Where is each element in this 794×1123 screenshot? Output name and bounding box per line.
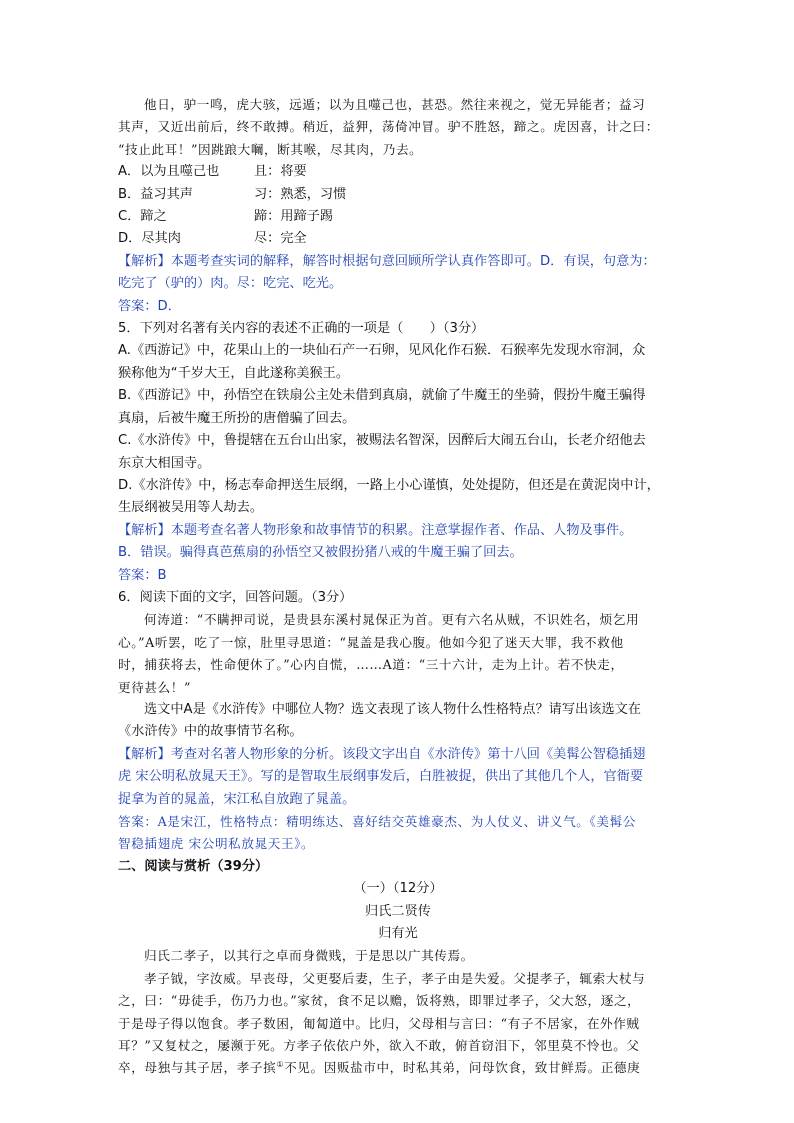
question-line: 《水浒传》中的故事情节名称。 [118, 724, 303, 740]
passage-fragment: 卒，母独与其子居，孝子摈 [118, 1060, 277, 1076]
passage-line [118, 1057, 678, 1079]
option-line: B.《西游记》中，孙悟空在铁扇公主处未借到真扇，就偷了牛魔王的坐骑，假扮牛魔王骗得 [118, 388, 646, 404]
question-stem: 6．阅读下面的文字，回答问题。（3分） [118, 589, 353, 605]
passage-line: 于是母子得以饱食。孝子数困，匍匐道中。比归，父母相与言曰：“有子不居家，在外作贼 [118, 1015, 640, 1031]
passage-line: 他日，驴一鸣，虎大骇，远遁；以为且噬己也，甚恐。然往来视之，觉无异能者；益习 [144, 97, 646, 112]
option-line: A.《西游记》中，花果山上的一块仙石产一石卵，见风化作石猴．石猴率先发现水帘洞，众 [118, 343, 646, 359]
answer-line: 答案：A是宋江，性格特点：精明练达、喜好结交英雄豪杰、为人仗义、讲义气。《美髯公 [118, 814, 636, 829]
question-stem: 5．下列对名著有关内容的表述不正确的一项是（ ）（3分） [118, 321, 485, 337]
passage-fragment: 不见。因贩盐市中，时私其弟，问母饮食，致甘鲜焉。正德庚 [284, 1060, 641, 1076]
answer-line: 答案：D． [118, 298, 181, 314]
analysis-line: 吃完了（驴的）肉。尽：吃完、吃光。 [118, 276, 343, 292]
option-line: D.《水浒传》中，杨志奉命押送生辰纲，一路上小心谨慎，处处提防，但还是在黄泥岗中计， [118, 477, 660, 493]
option-text: D．尽其肉 [118, 231, 181, 247]
passage-line: 之，曰：“毋徒手，伤乃力也。”家贫，食不足以赡，饭将熟，即罪过孝子，父大怒，逐之， [118, 993, 641, 1009]
option-row [118, 206, 678, 228]
option-meaning: 且：将要 [254, 164, 307, 180]
answer-line: 答案：B [118, 567, 167, 583]
analysis-line: 【解析】本题考查名著人物形象和故事情节的积累。注意掌握作者、作品、人物及事件。 [118, 522, 633, 538]
analysis-line: 捉拿为首的晁盖，宋江私自放跑了晁盖。 [118, 791, 356, 807]
option-row [118, 184, 678, 206]
passage-line: 耳？”又复杖之，屡濒于死。方孝子依依户外，欲入不敢，俯首窃泪下，邻里莫不怜也。父 [118, 1038, 640, 1054]
footnote-marker: ① [276, 1060, 285, 1070]
option-text: C．蹄之 [118, 209, 167, 225]
passage-line: “技止此耳！”因跳踉大㘎，断其喉，尽其肉，乃去。 [118, 141, 423, 157]
option-line: C.《水浒传》中，鲁提辖在五台山出家，被赐法名智深，因醉后大闹五台山，长老介绍他去 [118, 433, 646, 449]
analysis-line: B．错误。骗得真芭蕉扇的孙悟空又被假扮猪八戒的牛魔王骗了回去。 [118, 545, 523, 561]
passage-line: 孝子钺，字汝威。早丧母，父更娶后妻，生子，孝子由是失爱。父提孝子，辄索大杖与 [144, 970, 646, 986]
article-author: 归有光 [378, 926, 418, 942]
part-heading: （一）（12分） [353, 881, 443, 897]
option-line: 生辰纲被吴用等人劫去。 [118, 500, 264, 516]
article-title: 归氏二贤传 [365, 903, 431, 919]
section-heading: 二、阅读与赏析（39分） [118, 858, 269, 874]
exam-page [118, 94, 678, 1080]
option-row [118, 161, 678, 183]
answer-line: 智稳插翅虎 宋公明私放晁天王》。 [118, 836, 315, 852]
option-text: A．以为且噬己也 [118, 164, 220, 180]
question-line: 选文中A是《水浒传》中哪位人物？选文表现了该人物什么性格特点？请写出该选文在 [144, 701, 641, 717]
analysis-line: 【解析】考查对名著人物形象的分析。该段文字出自《水浒传》第十八回《美髯公智稳插翅 [118, 746, 646, 762]
passage-line: 时，捕获将去，性命便休了。”心内自慌，……A道：“三十六计，走为上计。若不快走， [118, 657, 624, 673]
option-row [118, 228, 678, 250]
analysis-line: 虎 宋公明私放晁天王》。写的是智取生辰纲事发后，白胜被捉，供出了其他几个人，官衙要 [118, 769, 644, 785]
option-meaning: 蹄：用蹄子踢 [254, 209, 334, 225]
option-line: 东京大相国寺。 [118, 455, 211, 471]
analysis-line: 【解析】本题考查实词的解释，解答时根据句意回顾所学认真作答即可。D．有误，句意为： [118, 253, 656, 269]
option-line: 猴称他为“千岁大王，自此遂称美猴王。 [118, 365, 350, 381]
option-text: B．益习其声 [118, 186, 193, 202]
passage-line: 更待甚么！” [118, 679, 192, 695]
passage-line: 何涛道：“不瞒押司说，是贵县东溪村晁保正为首。更有六名从贼，不识姓名，烦乞用 [144, 612, 640, 628]
passage-line: 归氏二孝子，以其行之卓而身微贱，于是思以广其传焉。 [144, 948, 474, 964]
option-meaning: 习：熟悉，习惯 [254, 186, 347, 202]
passage-line: 心。”A听罢，吃了一惊，肚里寻思道：“晁盖是我心腹。他如今犯了迷天大罪，我不救他 [118, 634, 624, 650]
option-line: 真扇，后被牛魔王所扮的唐僧骗了回去。 [118, 410, 356, 426]
passage-line: 其声，又近出前后，终不敢搏。稍近，益狎，荡倚冲冒。驴不胜怒，蹄之。虎因喜，计之曰： [118, 119, 659, 135]
option-meaning: 尽：完全 [254, 231, 307, 247]
